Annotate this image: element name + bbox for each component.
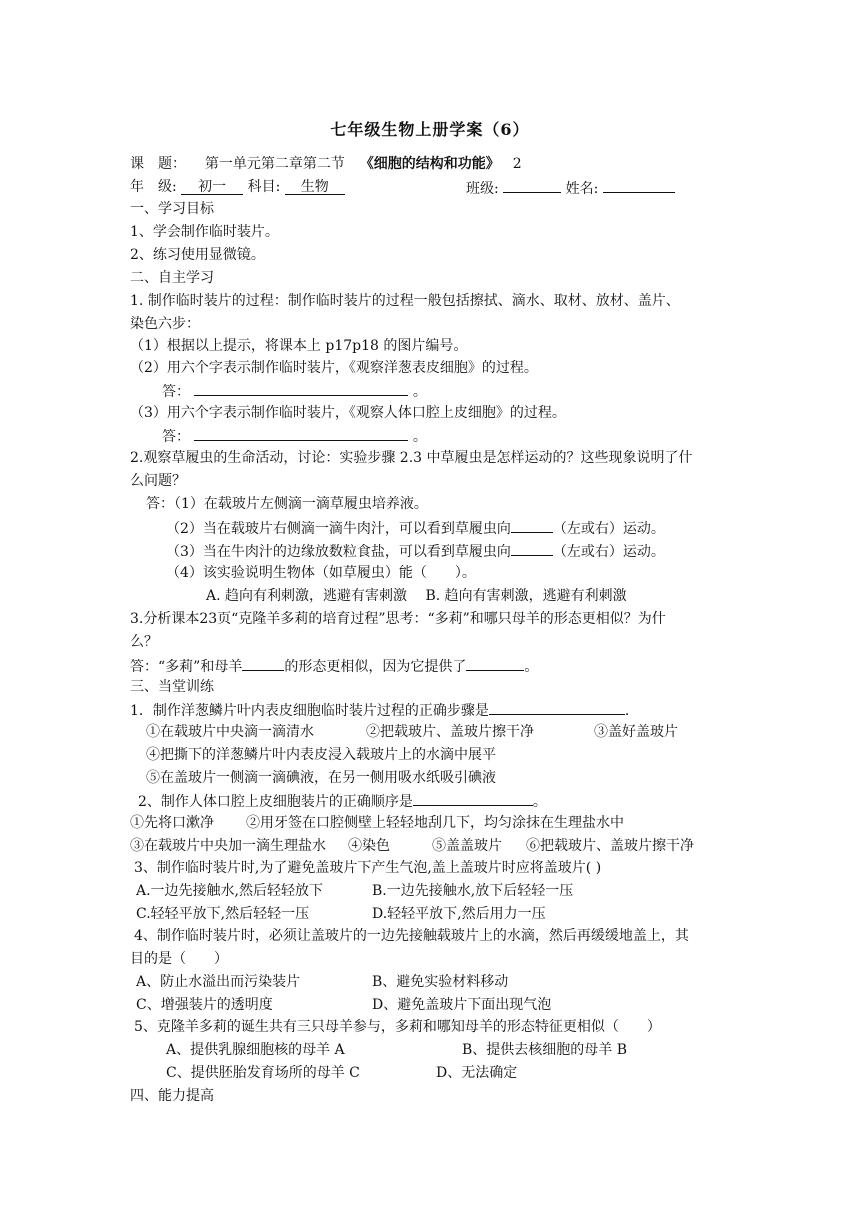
exercise-option: B.一边先接触水,放下后轻轻一压: [372, 883, 574, 899]
exercise-option: B、提供去核细胞的母羊 B: [462, 1042, 628, 1058]
topic-label: 课 题：: [130, 156, 186, 172]
exercise-row: [138, 790, 547, 812]
question-text: 3.分析课本23页“克隆羊多莉的培育过程”思考：“多莉”和哪只母羊的形态更相似？为什: [130, 611, 666, 627]
answer-text: 的形态更相似，因为它提供了: [284, 659, 467, 675]
class-name-row: [466, 177, 675, 199]
exercise-option: ⑤在盖玻片一侧滴一滴碘液，在另一侧用吸水纸吸引碘液: [146, 770, 496, 786]
exercise-option: ④把撕下的洋葱鳞片叶内表皮浸入载玻片上的水滴中展平: [146, 747, 496, 763]
answer-blank[interactable]: [194, 380, 408, 396]
exercise-option: C.轻轻平放下,然后轻轻一压: [136, 906, 310, 922]
answer-blank[interactable]: [194, 425, 408, 441]
exercise-text: 4、制作临时装片时，必须让盖玻片的一边先接触载玻片上的水滴，然后再缓缓地盖上，其: [134, 928, 689, 944]
exercise-text: 目的是（ ）: [130, 951, 228, 967]
direction-blank[interactable]: [511, 517, 553, 533]
exercise-option: ①先将口漱净: [130, 815, 214, 831]
topic-book: 《细胞的结构和功能》: [359, 156, 500, 172]
exercise-option: ②用牙签在口腔侧壁上轻轻地刮几下，均匀涂抹在生理盐水中: [246, 815, 624, 831]
answer-label: 答：: [162, 384, 190, 400]
exercise-option: ④染色: [348, 838, 390, 854]
steps-blank[interactable]: [489, 699, 625, 715]
question-text: 染色六步：: [130, 316, 200, 332]
answer-text: 答：“多莉”和母羊: [130, 659, 243, 675]
name-blank[interactable]: [603, 177, 675, 193]
sheep-blank[interactable]: [242, 655, 284, 671]
question-text: 1. 制作临时装片的过程：制作临时装片的过程一般包括擦拭、滴水、取材、放材、盖片、: [130, 293, 680, 309]
exercise-option: ⑥把载玻片、盖玻片擦干净: [526, 838, 694, 854]
exercise-option: A.一边先接触水,然后轻轻放下: [136, 883, 324, 899]
question-text: （2）用六个字表示制作临时装片，《观察洋葱表皮细胞》的过程。: [130, 360, 538, 376]
class-label: 班级:: [466, 181, 499, 197]
answer-label: 答：: [162, 429, 190, 445]
period: 。: [412, 384, 427, 400]
direction-blank[interactable]: [511, 540, 553, 556]
period: 。: [412, 429, 427, 445]
name-label: 姓名:: [565, 181, 599, 197]
answer-row: [162, 425, 427, 447]
exercise-option: C、提供胚胎发育场所的母羊 C: [166, 1065, 360, 1081]
section-heading: 三、当堂训练: [130, 679, 214, 695]
exercise-option: C、增强装片的透明度: [136, 997, 273, 1013]
section-heading: 一、学习目标: [130, 201, 214, 217]
exercise-option: ③在载玻片中央加一滴生理盐水: [130, 838, 326, 854]
answer-text: （4）该实验说明生物体（如草履虫）能（ ）。: [166, 565, 476, 581]
exercise-option: ③盖好盖玻片: [594, 724, 678, 740]
grade-row: [130, 177, 345, 197]
answer-options: A. 趋向有利刺激，逃避有害刺激 B. 趋向有害刺激，逃避有利刺激: [206, 588, 627, 604]
grade-value: 初一: [181, 177, 243, 195]
goal-item: 1、学会制作临时装片。: [130, 224, 279, 240]
exercise-option: D、避免盖玻片下面出现气泡: [372, 997, 552, 1013]
exercise-option: A、防止水溢出而污染装片: [136, 974, 301, 990]
exercise-option: B、避免实验材料移动: [372, 974, 509, 990]
subject-label: 科目:: [247, 179, 281, 195]
topic-row: [130, 154, 522, 174]
page-title: 七年级生物上册学案（6）: [330, 120, 530, 139]
exercise-option: D、无法确定: [436, 1065, 518, 1081]
period: 。: [532, 794, 547, 810]
answer-text: （左或右）运动。: [552, 521, 665, 537]
section-heading: 二、自主学习: [130, 270, 214, 286]
question-text: 么？: [130, 634, 158, 650]
exercise-text: 5、克隆羊多莉的诞生共有三只母羊参与，多莉和哪知母羊的形态特征更相似（ ）: [134, 1019, 661, 1035]
exercise-option: A、提供乳腺细胞核的母羊 A: [166, 1042, 345, 1058]
order-blank[interactable]: [413, 790, 533, 806]
question-text: 2.观察草履虫的生命活动，讨论：实验步骤 2.3 中草履虫是怎样运动的？这些现象说明了什: [130, 450, 693, 466]
exercise-text: 3、制作临时装片时,为了避免盖玻片下产生气泡,盖上盖玻片时应将盖玻片( ): [134, 860, 602, 876]
topic-number: 2: [512, 156, 522, 172]
goal-item: 2、练习使用显微镜。: [130, 247, 265, 263]
question-text: （3）用六个字表示制作临时装片，《观察人体口腔上皮细胞》的过程。: [130, 405, 566, 421]
exercise-row: [130, 699, 629, 721]
question-text: （1）根据以上提示，将课本上 p17p18 的图片编号。: [130, 338, 468, 354]
grade-label: 年 级:: [130, 179, 177, 195]
class-blank[interactable]: [503, 177, 561, 193]
answer-row: [166, 540, 665, 562]
answer-text: （2）当在载玻片右侧滴一滴牛肉汁，可以看到草履虫向: [166, 521, 511, 537]
period: 。: [524, 659, 539, 675]
reason-blank[interactable]: [466, 655, 524, 671]
exercise-text: 2、制作人体口腔上皮细胞装片的正确顺序是: [138, 794, 413, 810]
answer-row: [166, 517, 665, 539]
exercise-option: ②把载玻片、盖玻片擦干净: [366, 724, 534, 740]
exercise-text: 1．制作洋葱鳞片叶内表皮细胞临时装片过程的正确步骤是: [130, 703, 489, 719]
answer-text: （左或右）运动。: [552, 544, 665, 560]
answer-text: （3）当在牛肉汁的边缘放数粒食盐，可以看到草履虫向: [166, 544, 511, 560]
exercise-option: D.轻轻平放下,然后用力一压: [372, 906, 546, 922]
period: .: [624, 703, 630, 719]
answer-row: [162, 380, 427, 402]
exercise-option: ①在载玻片中央滴一滴清水: [146, 724, 314, 740]
subject-value: 生物: [285, 177, 345, 195]
exercise-option: ⑤盖盖玻片: [432, 838, 502, 854]
answer-row: [130, 655, 538, 677]
question-text: 么问题？: [130, 473, 186, 489]
answer-text: 答：（1）在载玻片左侧滴一滴草履虫培养液。: [146, 496, 428, 512]
topic-value: 第一单元第二章第二节: [204, 156, 345, 172]
section-heading: 四、能力提高: [130, 1088, 214, 1104]
